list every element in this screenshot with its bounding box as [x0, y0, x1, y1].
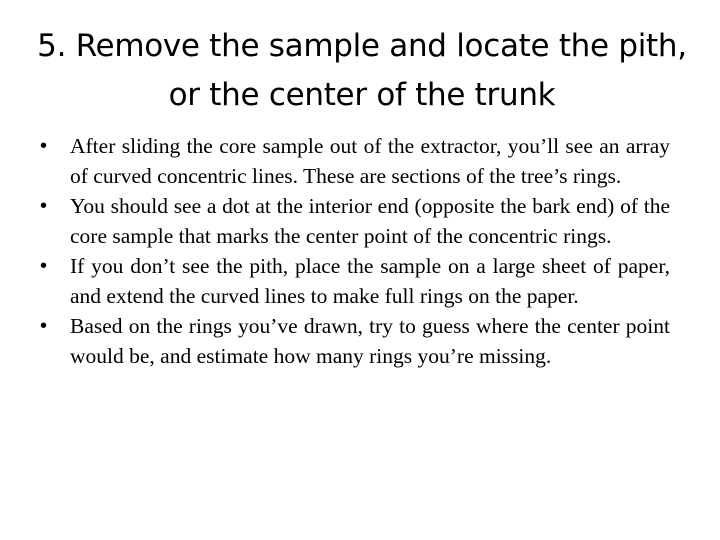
bullet-item [0, 132, 720, 191]
bullet-dot-icon: • [40, 315, 48, 337]
bullet-dot-icon: • [40, 135, 48, 157]
bullet-text: Based on the rings you’ve drawn, try to guess where the center point would be, and estimate how many rings you’re missing. [70, 314, 670, 368]
slide-title: 5. Remove the sample and locate the pith, or the center of the trunk [37, 28, 687, 113]
bullet-list [0, 132, 720, 372]
bullet-text: You should see a dot at the interior end (opposite the bark end) of the core sample that marks the center point of the concentric rings. [70, 194, 670, 248]
bullet-item [0, 192, 720, 251]
bullet-item [0, 312, 720, 371]
bullet-dot-icon: • [40, 195, 48, 217]
bullet-text: After sliding the core sample out of the extractor, you’ll see an array of curved concentric lines. These are sections of the tree’s rings. [70, 134, 670, 188]
bullet-text: If you don’t see the pith, place the sample on a large sheet of paper, and extend the curved lines to make full rings on the paper. [70, 254, 670, 308]
bullet-item [0, 252, 720, 311]
bullet-dot-icon: • [40, 255, 48, 277]
